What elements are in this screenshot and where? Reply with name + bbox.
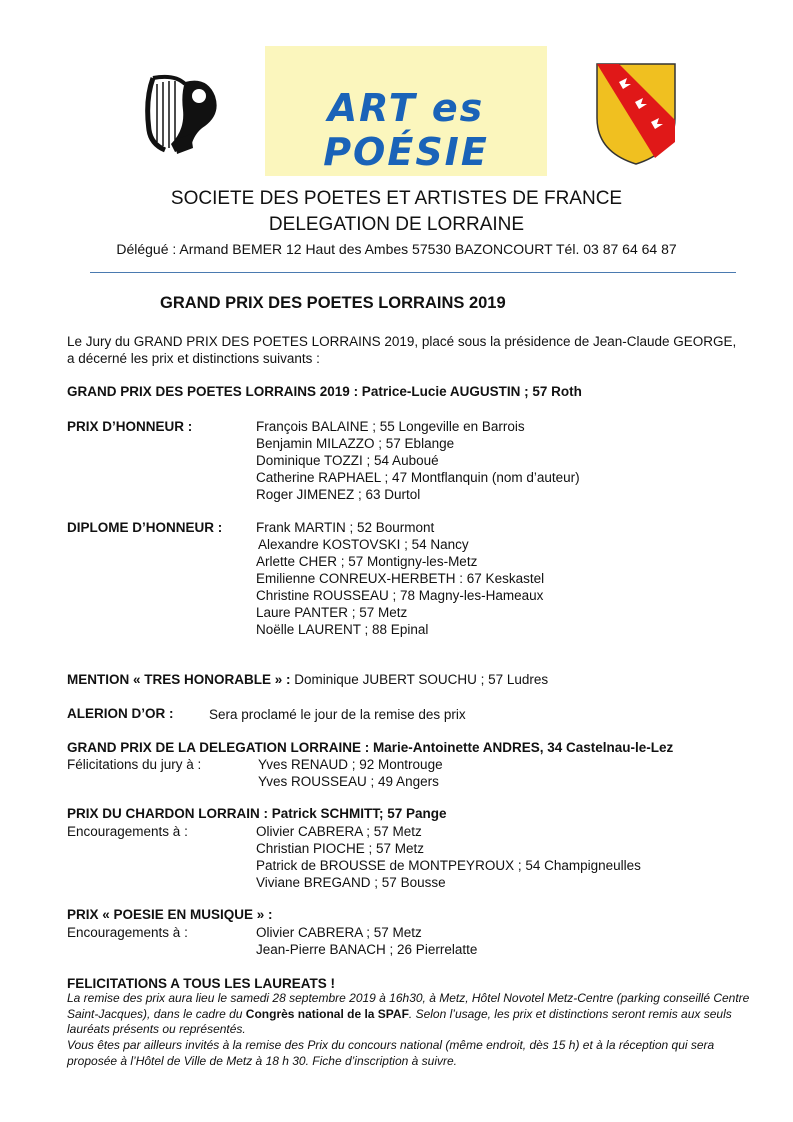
grand-prix-winner: GRAND PRIX DES POETES LORRAINS 2019 : Patrice-Lucie AUGUSTIN ; 57 Roth [67, 384, 582, 399]
chardon-heading: PRIX DU CHARDON LORRAIN : Patrick SCHMITT; 57 Pange [67, 806, 447, 821]
list-item: Emilienne CONREUX-HERBETH : 67 Keskastel [256, 571, 545, 586]
mention-value: Dominique JUBERT SOUCHU ; 57 Ludres [294, 672, 549, 687]
delegation-name: DELEGATION DE LORRAINE [268, 214, 525, 235]
musique-list [256, 924, 477, 958]
delegation-prize-heading: GRAND PRIX DE LA DELEGATION LORRAINE : Marie-Antoinette ANDRES, 34 Castelnau-le-Lez [67, 740, 674, 755]
list-item: Yves RENAUD ; 92 Montrouge [258, 757, 443, 772]
logo-text: ART es POÉSIE [323, 86, 489, 174]
list-item: Patrick de BROUSSE de MONTPEYROUX ; 54 Champigneulles [256, 858, 641, 873]
list-item: Benjamin MILAZZO ; 57 Eblange [256, 436, 455, 451]
list-item: Yves ROUSSEAU ; 49 Angers [258, 774, 439, 789]
list-item: Arlette CHER ; 57 Montigny-les-Metz [256, 554, 478, 569]
list-item: Christian PIOCHE ; 57 Metz [256, 841, 425, 856]
congress-name: Congrès national de la SPAF [245, 1006, 409, 1021]
list-item: Catherine RAPHAEL ; 47 Montflanquin (nom d’auteur) [256, 470, 580, 485]
list-item: Christine ROUSSEAU ; 78 Magny-les-Hameaux [256, 588, 544, 603]
ceremony-text: La remise des prix aura lieu le samedi 28 septembre 2019 à 16h30, à Metz, Hôtel Novotel Metz-Centre (parking conseillé Centre Saint-Jacques), dans le cadre du [67, 991, 750, 1021]
musique-sub-label: Encouragements à : [67, 925, 188, 940]
congratulations-heading: FELICITATIONS A TOUS LES LAUREATS ! [67, 976, 335, 991]
lorraine-coat-of-arms [595, 62, 677, 166]
invitation-paragraph: Vous êtes par ailleurs invités à la remise des Prix du concours national (même endroit, dès 15 h) et à la réception qui sera proposée à l’Hôtel de Ville de Metz à 18 h 30. Fiche d’inscription à suivre. [67, 1038, 715, 1068]
header-divider [90, 272, 736, 273]
chardon-list [256, 823, 641, 891]
list-item: Roger JIMENEZ ; 63 Durtol [256, 487, 421, 502]
prix-honneur-label: PRIX D’HONNEUR : [67, 419, 193, 434]
ceremony-paragraph [67, 991, 757, 1038]
diplome-honneur-label: DIPLOME D’HONNEUR : [67, 520, 223, 535]
mention-label: MENTION « TRES HONORABLE » : [67, 672, 291, 687]
alerion-label: ALERION D’OR : [67, 706, 174, 721]
chardon-sub-label: Encouragements à : [67, 824, 188, 839]
list-item: Frank MARTIN ; 52 Bourmont [256, 520, 435, 535]
list-item: Viviane BREGAND ; 57 Bousse [256, 875, 446, 890]
list-item: Dominique TOZZI ; 54 Auboué [256, 453, 439, 468]
society-name: SOCIETE DES POETES ET ARTISTES DE FRANCE [170, 188, 623, 209]
delegate-contact: Délégué : Armand BEMER 12 Haut des Ambes 57530 BAZONCOURT Tél. 03 87 64 64 87 [116, 241, 677, 257]
musique-heading: PRIX « POESIE EN MUSIQUE » : [67, 907, 273, 922]
delegation-sub-label: Félicitations du jury à : [67, 757, 202, 772]
list-item: Noëlle LAURENT ; 88 Epinal [256, 622, 429, 637]
ceremony-text-end: . Selon l’usage, les prix et distinctions seront remis aux seuls lauréats présents ou représentés. [67, 1006, 732, 1036]
art-et-poesie-logo [265, 46, 547, 176]
list-item: Olivier CABRERA ; 57 Metz [256, 925, 422, 940]
list-item: Jean-Pierre BANACH ; 26 Pierrelatte [256, 942, 478, 957]
list-item: Alexandre KOSTOVSKI ; 54 Nancy [258, 537, 469, 552]
diplome-honneur-list [256, 519, 544, 638]
list-item: Laure PANTER ; 57 Metz [256, 605, 408, 620]
intro-paragraph: Le Jury du GRAND PRIX DES POETES LORRAINS 2019, placé sous la présidence de Jean-Claude GEORGE, a décerné les prix et distinctions suivants : [67, 334, 737, 366]
alerion-value: Sera proclamé le jour de la remise des prix [209, 707, 466, 722]
page-title: GRAND PRIX DES POETES LORRAINS 2019 [160, 294, 506, 312]
list-item: François BALAINE ; 55 Longeville en Barrois [256, 419, 525, 434]
prix-honneur-list [256, 418, 580, 503]
list-item: Olivier CABRERA ; 57 Metz [256, 824, 422, 839]
delegation-list [258, 756, 443, 790]
harp-poet-logo [135, 70, 225, 160]
mention-line [67, 671, 548, 688]
